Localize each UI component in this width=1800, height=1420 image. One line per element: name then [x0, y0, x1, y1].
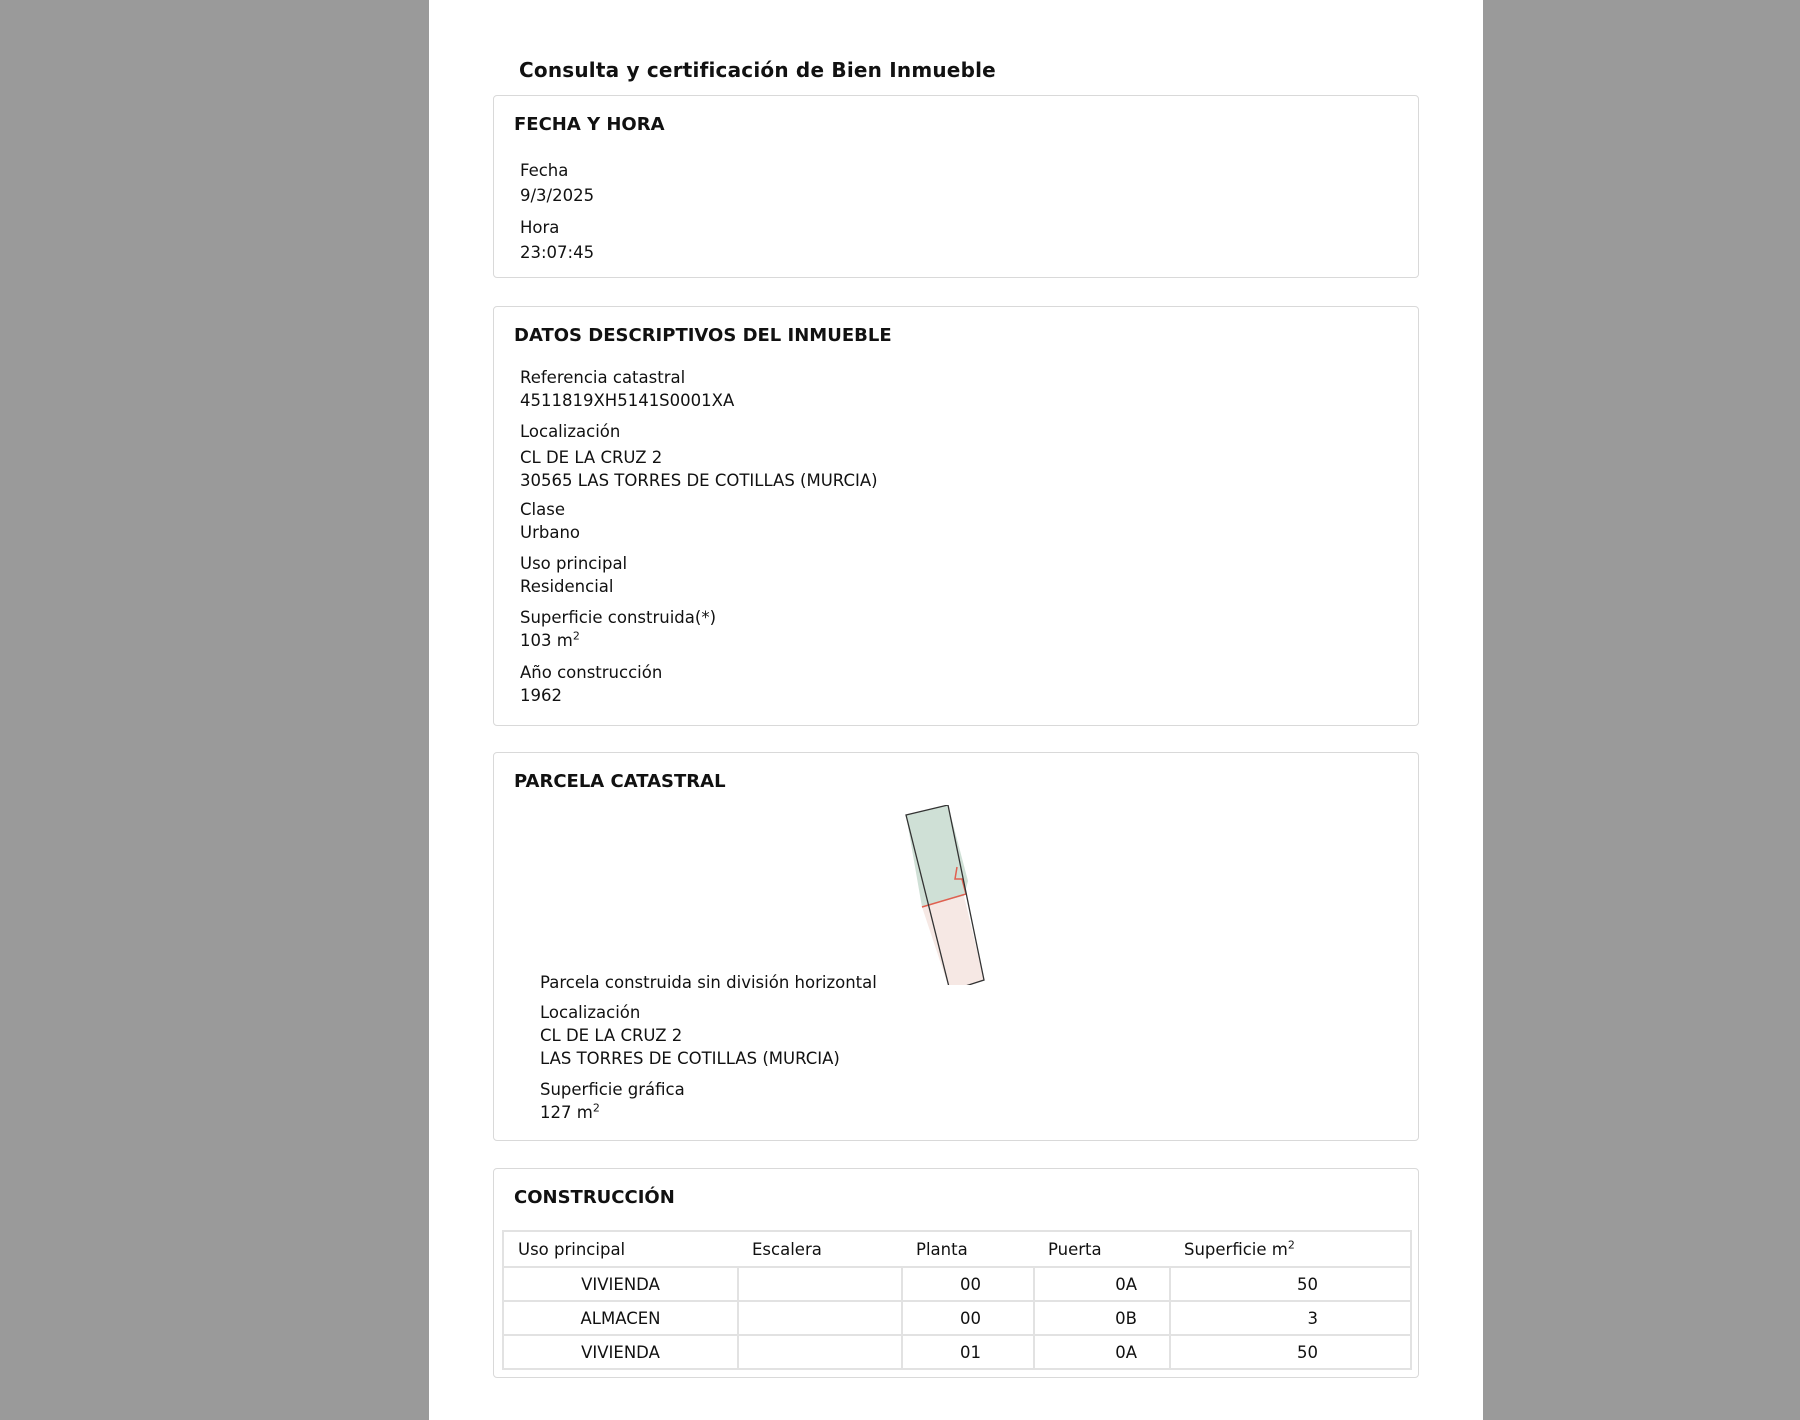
parcela-superficie-field [540, 1078, 685, 1124]
cell-planta: 00 [902, 1267, 1034, 1301]
cell-planta: 00 [902, 1301, 1034, 1335]
datos-descriptivos-section [493, 306, 1419, 726]
superficie-construida-exp: 2 [572, 629, 580, 643]
col-superficie-text: Superficie m [1184, 1239, 1288, 1259]
parcela-plan [894, 805, 1014, 985]
parcela-superficie-exp: 2 [592, 1101, 600, 1115]
uso-label: Uso principal [520, 554, 628, 573]
parcela-localizacion-line1: CL DE LA CRUZ 2 [540, 1026, 683, 1045]
parcela-tipo-text: Parcela construida sin división horizontal [540, 973, 877, 992]
parcela-localizacion-line2: LAS TORRES DE COTILLAS (MURCIA) [540, 1049, 840, 1068]
construccion-table [502, 1230, 1412, 1370]
cell-puerta: 0A [1034, 1267, 1170, 1301]
referencia-field [520, 366, 734, 412]
col-uso-header: Uso principal [504, 1232, 738, 1267]
page-title: Consulta y certificación de Bien Inmueble [519, 58, 996, 82]
table-header-row [504, 1232, 1410, 1267]
cell-escalera [738, 1335, 902, 1368]
datos-heading: DATOS DESCRIPTIVOS DEL INMUEBLE [514, 325, 892, 346]
cell-escalera [738, 1301, 902, 1335]
construccion-heading: CONSTRUCCIÓN [514, 1187, 675, 1208]
parcela-superficie-value [540, 1101, 685, 1124]
localizacion-line1: CL DE LA CRUZ 2 [520, 448, 663, 467]
fecha-value: 9/3/2025 [520, 186, 595, 205]
clase-value: Urbano [520, 523, 580, 542]
parcela-heading: PARCELA CATASTRAL [514, 771, 726, 792]
parcela-localizacion-label: Localización [540, 1003, 641, 1022]
cell-uso: VIVIENDA [504, 1335, 738, 1368]
localizacion-label: Localización [520, 422, 621, 441]
cell-puerta: 0A [1034, 1335, 1170, 1368]
cell-escalera [738, 1267, 902, 1301]
superficie-construida-field [520, 606, 716, 652]
cell-superficie: 3 [1170, 1301, 1410, 1335]
superficie-construida-number: 103 m [520, 631, 573, 650]
col-superficie-exp: 2 [1287, 1238, 1295, 1251]
localizacion-line2: 30565 LAS TORRES DE COTILLAS (MURCIA) [520, 471, 878, 490]
fecha-hora-section [493, 95, 1419, 278]
cell-uso: ALMACEN [504, 1301, 738, 1335]
clase-label: Clase [520, 500, 565, 519]
hora-value: 23:07:45 [520, 243, 595, 262]
clase-field [520, 498, 580, 544]
col-puerta-header: Puerta [1034, 1232, 1170, 1267]
referencia-value: 4511819XH5141S0001XA [520, 391, 735, 410]
anio-value: 1962 [520, 686, 562, 705]
table-row [504, 1301, 1410, 1335]
table-row [504, 1267, 1410, 1301]
col-planta-header: Planta [902, 1232, 1034, 1267]
parcela-localizacion-field [540, 1001, 840, 1070]
cell-planta: 01 [902, 1335, 1034, 1368]
parcela-superficie-label: Superficie gráfica [540, 1080, 685, 1099]
uso-field [520, 552, 627, 598]
fecha-label: Fecha [520, 161, 569, 180]
referencia-label: Referencia catastral [520, 368, 686, 387]
fecha-hora-heading: FECHA Y HORA [514, 114, 665, 135]
superficie-construida-label: Superficie construida(*) [520, 608, 717, 627]
localizacion-field [520, 420, 878, 492]
cell-superficie: 50 [1297, 1342, 1318, 1362]
col-escalera-header: Escalera [738, 1232, 902, 1267]
construccion-section [493, 1168, 1419, 1378]
parcela-section [493, 752, 1419, 1141]
anio-field [520, 661, 662, 707]
hora-label: Hora [520, 218, 560, 237]
parcela-superficie-number: 127 m [540, 1103, 593, 1122]
cell-puerta: 0B [1034, 1301, 1170, 1335]
parcela-built-area [922, 896, 984, 985]
table-row [504, 1335, 1410, 1368]
cell-uso: VIVIENDA [504, 1267, 738, 1301]
parcela-tipo [540, 971, 877, 994]
col-superficie-header [1170, 1232, 1410, 1267]
superficie-construida-value [520, 629, 716, 652]
cell-superficie: 50 [1170, 1267, 1410, 1301]
document-page [429, 0, 1483, 1420]
fecha-field [520, 159, 594, 207]
hora-field [520, 216, 594, 264]
anio-label: Año construcción [520, 663, 663, 682]
uso-value: Residencial [520, 577, 614, 596]
